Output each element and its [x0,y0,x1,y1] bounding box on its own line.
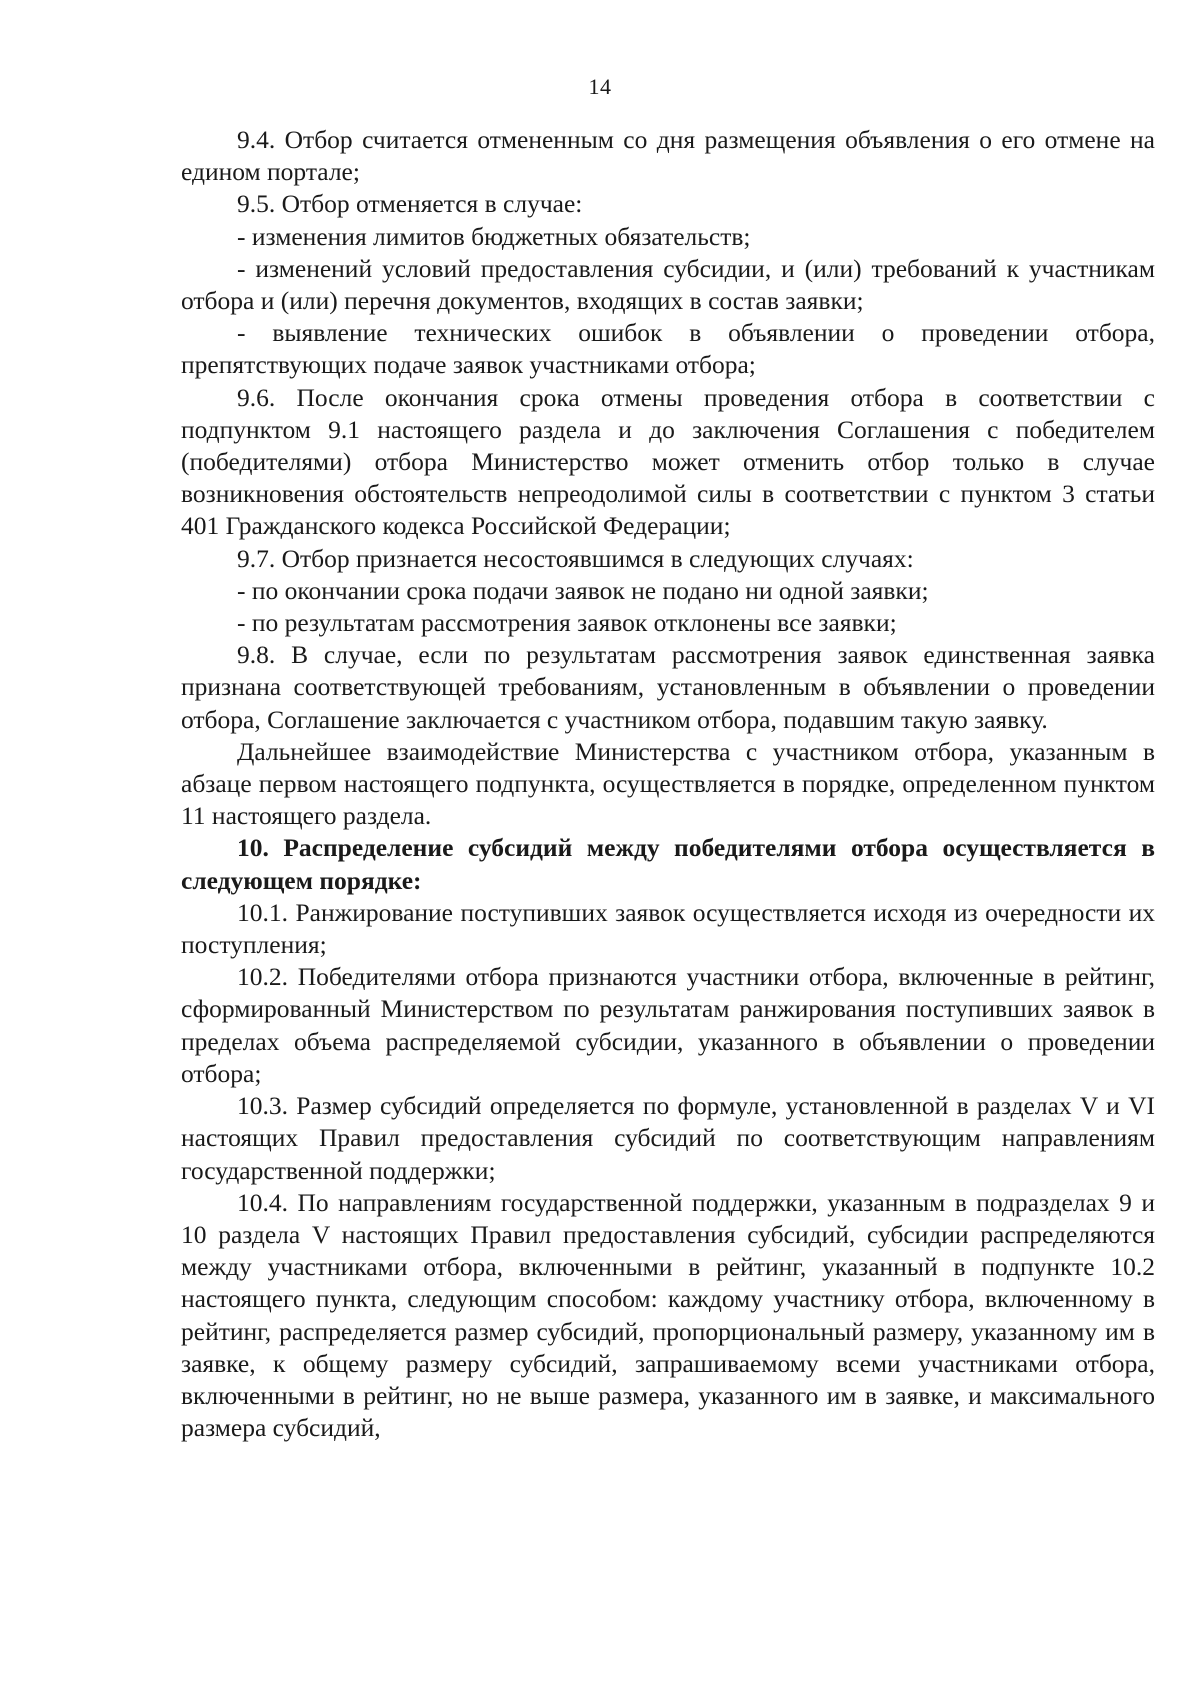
list-item: - выявление технических ошибок в объявлении о проведении отбора, препятствующих подаче заявок участниками отбора; [181,318,1155,380]
paragraph-9-4: 9.4. Отбор считается отмененным со дня размещения объявления о его отмене на едином портале; [181,125,1155,187]
list-item: - изменения лимитов бюджетных обязательств; [237,221,751,251]
document-body [181,124,1155,1444]
list-item: - изменений условий предоставления субсидии, и (или) требований к участникам отбора и (или) перечня документов, входящих в состав заявки; [181,253,1155,316]
paragraph-10-4: 10.4. По направлениям государственной поддержки, указанным в подразделах 9 и 10 раздела V настоящих Правил предоставления субсидий, субсидии распределяются между участниками отбора, включенными в рейтинг, указанный в подпункте 10.2 настоящего пункта, следующим способом: каждому участнику отбора, включенному в рейтинг, распределяется размер субсидий, пропорциональный размеру, указанному им в заявке, к общему размеру субсидий, запрашиваемому всеми участниками отбора, включенными в рейтинг, но не выше размера, указанного им в заявке, и максимального размера субсидий, [181,1187,1155,1443]
page-number: 14 [588,74,612,99]
section-10-heading: 10. Распределение субсидий между победителями отбора осуществляется в следующем порядке: [181,833,1155,895]
paragraph-10-2: 10.2. Победителями отбора признаются участники отбора, включенные в рейтинг, сформированный Министерством по результатам ранжирования поступивших заявок в пределах объема распределяемой субсидии, указанного в объявлении о проведении отбора; [181,962,1155,1088]
list-item: - по результатам рассмотрения заявок отклонены все заявки; [237,608,897,638]
paragraph-9-6: 9.6. После окончания срока отмены проведения отбора в соответствии с подпунктом 9.1 настоящего раздела и до заключения Соглашения с победителем (победителями) отбора Министерство может отменить отбор только в случае возникновения обстоятельств непреодолимой силы в соответствии с пунктом 3 статьи 401 Гражданского кодекса Российской Федерации; [181,382,1155,541]
paragraph-9-5: 9.5. Отбор отменяется в случае: [237,189,583,219]
paragraph-9-8: 9.8. В случае, если по результатам рассмотрения заявок единственная заявка признана соответствующей требованиям, установленным в объявлении о проведении отбора, Соглашение заключается с участником отбора, подавшим такую заявку. [181,640,1155,734]
paragraph-10-3: 10.3. Размер субсидий определяется по формуле, установленной в разделах V и VI настоящих Правил предоставления субсидий по соответствующим направлениям государственной поддержки; [181,1091,1155,1185]
paragraph-9-7: 9.7. Отбор признается несостоявшимся в следующих случаях: [237,543,914,573]
list-item: - по окончании срока подачи заявок не подано ни одной заявки; [237,575,929,605]
paragraph-10-1: 10.1. Ранжирование поступивших заявок осуществляется исходя из очередности их поступления; [181,897,1155,960]
paragraph-further-interaction: Дальнейшее взаимодействие Министерства с участником отбора, указанным в абзаце первом настоящего подпункта, осуществляется в порядке, определенном пунктом 11 настоящего раздела. [181,736,1155,831]
